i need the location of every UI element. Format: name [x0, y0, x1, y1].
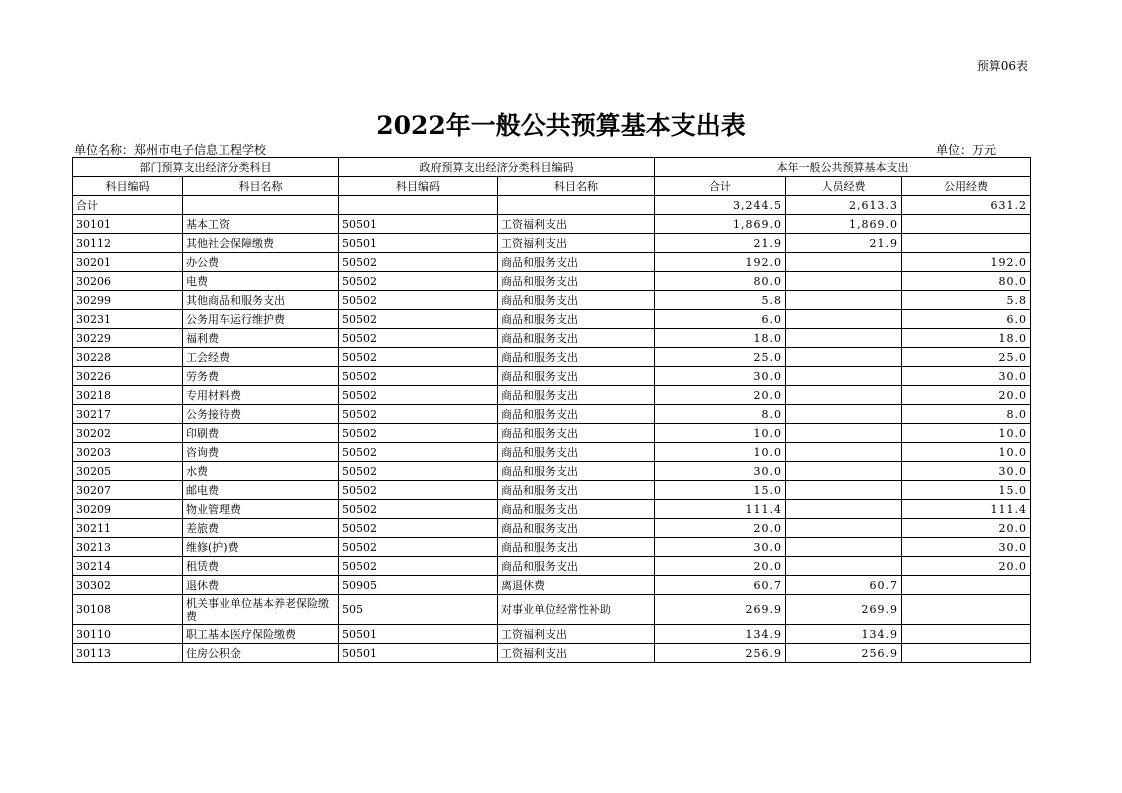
cell-code: 30229: [73, 329, 183, 348]
cell-gov-code: 50905: [339, 576, 498, 595]
cell-code: 30299: [73, 291, 183, 310]
cell-public: 30.0: [902, 367, 1031, 386]
cell-code: 30228: [73, 348, 183, 367]
cell-name: 住房公积金: [183, 644, 339, 663]
cell-code: 30203: [73, 443, 183, 462]
cell-gov-name: 商品和服务支出: [498, 291, 655, 310]
header-dept-classification: 部门预算支出经济分类科目: [73, 158, 339, 177]
col-header-gov-name: 科目名称: [498, 177, 655, 196]
table-row: [73, 215, 1031, 234]
cell-personnel: [786, 291, 902, 310]
cell-total: 5.8: [655, 291, 786, 310]
cell-personnel: [786, 481, 902, 500]
table-row: [73, 405, 1031, 424]
cell-gov-name: 商品和服务支出: [498, 538, 655, 557]
table-row: [73, 538, 1031, 557]
cell-name: 邮电费: [183, 481, 339, 500]
total-public: 631.2: [902, 196, 1031, 215]
cell-total: 25.0: [655, 348, 786, 367]
cell-gov-code: 50501: [339, 644, 498, 663]
cell-public: [902, 215, 1031, 234]
cell-code: 30101: [73, 215, 183, 234]
cell-gov-name: 工资福利支出: [498, 625, 655, 644]
cell-name: 印刷费: [183, 424, 339, 443]
cell-public: 10.0: [902, 443, 1031, 462]
cell-code: 30207: [73, 481, 183, 500]
cell-gov-code: 50502: [339, 310, 498, 329]
cell-gov-code: 50501: [339, 625, 498, 644]
table-row: [73, 576, 1031, 595]
page-title: 2022年一般公共预算基本支出表: [376, 111, 746, 140]
table-row: [73, 272, 1031, 291]
cell-code: 30213: [73, 538, 183, 557]
cell-personnel: 60.7: [786, 576, 902, 595]
cell-total: 256.9: [655, 644, 786, 663]
cell-gov-name: 商品和服务支出: [498, 443, 655, 462]
cell-gov-code: 50501: [339, 215, 498, 234]
cell-name: 电费: [183, 272, 339, 291]
cell-gov-name: 商品和服务支出: [498, 253, 655, 272]
cell-name: 水费: [183, 462, 339, 481]
header-basic-expenditure: 本年一般公共预算基本支出: [655, 158, 1031, 177]
cell-total: 20.0: [655, 557, 786, 576]
cell-gov-code: 50502: [339, 386, 498, 405]
total-row: [73, 196, 1031, 215]
cell-name: 其他商品和服务支出: [183, 291, 339, 310]
cell-gov-name: 工资福利支出: [498, 234, 655, 253]
cell-gov-name: 商品和服务支出: [498, 367, 655, 386]
cell-total: 21.9: [655, 234, 786, 253]
cell-total: 111.4: [655, 500, 786, 519]
cell-public: 25.0: [902, 348, 1031, 367]
table-row: [73, 462, 1031, 481]
header-column-row: [73, 177, 1031, 196]
col-header-gov-code: 科目编码: [339, 177, 498, 196]
cell-public: 10.0: [902, 424, 1031, 443]
table-row: [73, 367, 1031, 386]
cell-gov-name: 商品和服务支出: [498, 272, 655, 291]
cell-code: 30211: [73, 519, 183, 538]
table-row: [73, 443, 1031, 462]
cell-personnel: [786, 272, 902, 291]
cell-total: 8.0: [655, 405, 786, 424]
table-row: [73, 644, 1031, 663]
cell-public: 6.0: [902, 310, 1031, 329]
cell-total: 1,869.0: [655, 215, 786, 234]
cell-name: 劳务费: [183, 367, 339, 386]
cell-name: 工会经费: [183, 348, 339, 367]
table-row: [73, 291, 1031, 310]
cell-gov-name: 商品和服务支出: [498, 405, 655, 424]
cell-name: 租赁费: [183, 557, 339, 576]
col-header-personnel: 人员经费: [786, 177, 902, 196]
cell-personnel: 256.9: [786, 644, 902, 663]
budget-table: [72, 157, 1031, 663]
cell-total: 20.0: [655, 386, 786, 405]
cell-total: 192.0: [655, 253, 786, 272]
cell-gov-code: 50502: [339, 253, 498, 272]
col-header-public: 公用经费: [902, 177, 1031, 196]
cell-name: 差旅费: [183, 519, 339, 538]
cell-gov-name: 商品和服务支出: [498, 310, 655, 329]
cell-total: 10.0: [655, 443, 786, 462]
cell-gov-name: 离退休费: [498, 576, 655, 595]
cell-name: 公务用车运行维护费: [183, 310, 339, 329]
cell-personnel: [786, 557, 902, 576]
cell-personnel: [786, 405, 902, 424]
cell-public: 5.8: [902, 291, 1031, 310]
cell-public: 20.0: [902, 557, 1031, 576]
cell-gov-code: 50502: [339, 557, 498, 576]
cell-code: 30205: [73, 462, 183, 481]
cell-code: 30202: [73, 424, 183, 443]
total-sum: 3,244.5: [655, 196, 786, 215]
cell-code: 30218: [73, 386, 183, 405]
cell-public: 30.0: [902, 538, 1031, 557]
cell-name: 基本工资: [183, 215, 339, 234]
cell-personnel: [786, 310, 902, 329]
cell-public: 30.0: [902, 462, 1031, 481]
cell-total: 30.0: [655, 462, 786, 481]
cell-gov-code: 50502: [339, 405, 498, 424]
cell-code: 30209: [73, 500, 183, 519]
cell-gov-name: 商品和服务支出: [498, 329, 655, 348]
col-header-code: 科目编码: [73, 177, 183, 196]
table-row: [73, 348, 1031, 367]
cell-gov-code: 50502: [339, 329, 498, 348]
cell-public: [902, 625, 1031, 644]
cell-personnel: [786, 367, 902, 386]
cell-code: 30108: [73, 595, 183, 625]
cell-personnel: [786, 462, 902, 481]
cell-total: 269.9: [655, 595, 786, 625]
cell-name: 福利费: [183, 329, 339, 348]
table-row: [73, 519, 1031, 538]
cell-public: 111.4: [902, 500, 1031, 519]
cell-public: 80.0: [902, 272, 1031, 291]
cell-gov-name: 商品和服务支出: [498, 481, 655, 500]
cell-public: 15.0: [902, 481, 1031, 500]
table-row: [73, 595, 1031, 625]
cell-public: 8.0: [902, 405, 1031, 424]
cell-personnel: 269.9: [786, 595, 902, 625]
total-personnel: 2,613.3: [786, 196, 902, 215]
cell-gov-name: 工资福利支出: [498, 644, 655, 663]
cell-total: 30.0: [655, 538, 786, 557]
cell-gov-code: 50502: [339, 481, 498, 500]
cell-public: 20.0: [902, 386, 1031, 405]
table-row: [73, 234, 1031, 253]
table-row: [73, 557, 1031, 576]
cell-gov-name: 商品和服务支出: [498, 424, 655, 443]
cell-personnel: [786, 519, 902, 538]
cell-code: 30214: [73, 557, 183, 576]
cell-gov-name: 商品和服务支出: [498, 386, 655, 405]
cell-total: 18.0: [655, 329, 786, 348]
cell-gov-name: 商品和服务支出: [498, 519, 655, 538]
cell-gov-code: 50501: [339, 234, 498, 253]
table-row: [73, 424, 1031, 443]
cell-public: 20.0: [902, 519, 1031, 538]
cell-code: 30302: [73, 576, 183, 595]
cell-personnel: [786, 538, 902, 557]
table-row: [73, 253, 1031, 272]
cell-total: 60.7: [655, 576, 786, 595]
cell-gov-name: 商品和服务支出: [498, 557, 655, 576]
cell-gov-code: 50502: [339, 348, 498, 367]
col-header-name: 科目名称: [183, 177, 339, 196]
cell-gov-code: 50502: [339, 367, 498, 386]
cell-total: 30.0: [655, 367, 786, 386]
empty-cell: [183, 196, 339, 215]
header-gov-classification: 政府预算支出经济分类科目编码: [339, 158, 655, 177]
cell-gov-name: 商品和服务支出: [498, 462, 655, 481]
cell-personnel: [786, 424, 902, 443]
cell-gov-code: 50502: [339, 443, 498, 462]
cell-public: [902, 234, 1031, 253]
header-group-row: [73, 158, 1031, 177]
cell-name: 退休费: [183, 576, 339, 595]
cell-name: 物业管理费: [183, 500, 339, 519]
unit-name: 单位名称：郑州市电子信息工程学校: [74, 143, 267, 157]
cell-gov-code: 50502: [339, 272, 498, 291]
cell-name: 维修(护)费: [183, 538, 339, 557]
cell-gov-name: 商品和服务支出: [498, 500, 655, 519]
cell-code: 30231: [73, 310, 183, 329]
cell-total: 6.0: [655, 310, 786, 329]
cell-code: 30112: [73, 234, 183, 253]
total-label: 合计: [73, 196, 183, 215]
cell-name: 其他社会保障缴费: [183, 234, 339, 253]
empty-cell: [498, 196, 655, 215]
table-row: [73, 625, 1031, 644]
cell-name: 机关事业单位基本养老保险缴费: [183, 595, 339, 625]
cell-personnel: [786, 329, 902, 348]
cell-code: 30201: [73, 253, 183, 272]
cell-public: 192.0: [902, 253, 1031, 272]
cell-personnel: [786, 253, 902, 272]
currency-unit: 单位：万元: [936, 143, 997, 157]
cell-name: 职工基本医疗保险缴费: [183, 625, 339, 644]
cell-code: 30110: [73, 625, 183, 644]
cell-gov-code: 505: [339, 595, 498, 625]
cell-personnel: [786, 348, 902, 367]
cell-code: 30206: [73, 272, 183, 291]
cell-gov-name: 对事业单位经常性补助: [498, 595, 655, 625]
cell-personnel: 134.9: [786, 625, 902, 644]
cell-name: 公务接待费: [183, 405, 339, 424]
cell-personnel: 21.9: [786, 234, 902, 253]
cell-total: 10.0: [655, 424, 786, 443]
col-header-total: 合计: [655, 177, 786, 196]
cell-personnel: 1,869.0: [786, 215, 902, 234]
cell-personnel: [786, 443, 902, 462]
cell-personnel: [786, 386, 902, 405]
table-row: [73, 481, 1031, 500]
cell-gov-code: 50502: [339, 462, 498, 481]
cell-gov-code: 50502: [339, 291, 498, 310]
cell-gov-code: 50502: [339, 424, 498, 443]
empty-cell: [339, 196, 498, 215]
cell-gov-code: 50502: [339, 538, 498, 557]
cell-gov-code: 50502: [339, 519, 498, 538]
cell-code: 30113: [73, 644, 183, 663]
cell-public: [902, 595, 1031, 625]
cell-total: 134.9: [655, 625, 786, 644]
cell-name: 办公费: [183, 253, 339, 272]
cell-public: [902, 644, 1031, 663]
table-row: [73, 310, 1031, 329]
cell-total: 80.0: [655, 272, 786, 291]
cell-gov-name: 工资福利支出: [498, 215, 655, 234]
cell-total: 15.0: [655, 481, 786, 500]
cell-code: 30217: [73, 405, 183, 424]
table-row: [73, 329, 1031, 348]
cell-personnel: [786, 500, 902, 519]
cell-gov-code: 50502: [339, 500, 498, 519]
cell-name: 咨询费: [183, 443, 339, 462]
cell-name: 专用材料费: [183, 386, 339, 405]
form-number: 预算06表: [976, 59, 1028, 73]
cell-public: [902, 576, 1031, 595]
cell-public: 18.0: [902, 329, 1031, 348]
cell-total: 20.0: [655, 519, 786, 538]
table-row: [73, 500, 1031, 519]
cell-gov-name: 商品和服务支出: [498, 348, 655, 367]
cell-code: 30226: [73, 367, 183, 386]
table-row: [73, 386, 1031, 405]
